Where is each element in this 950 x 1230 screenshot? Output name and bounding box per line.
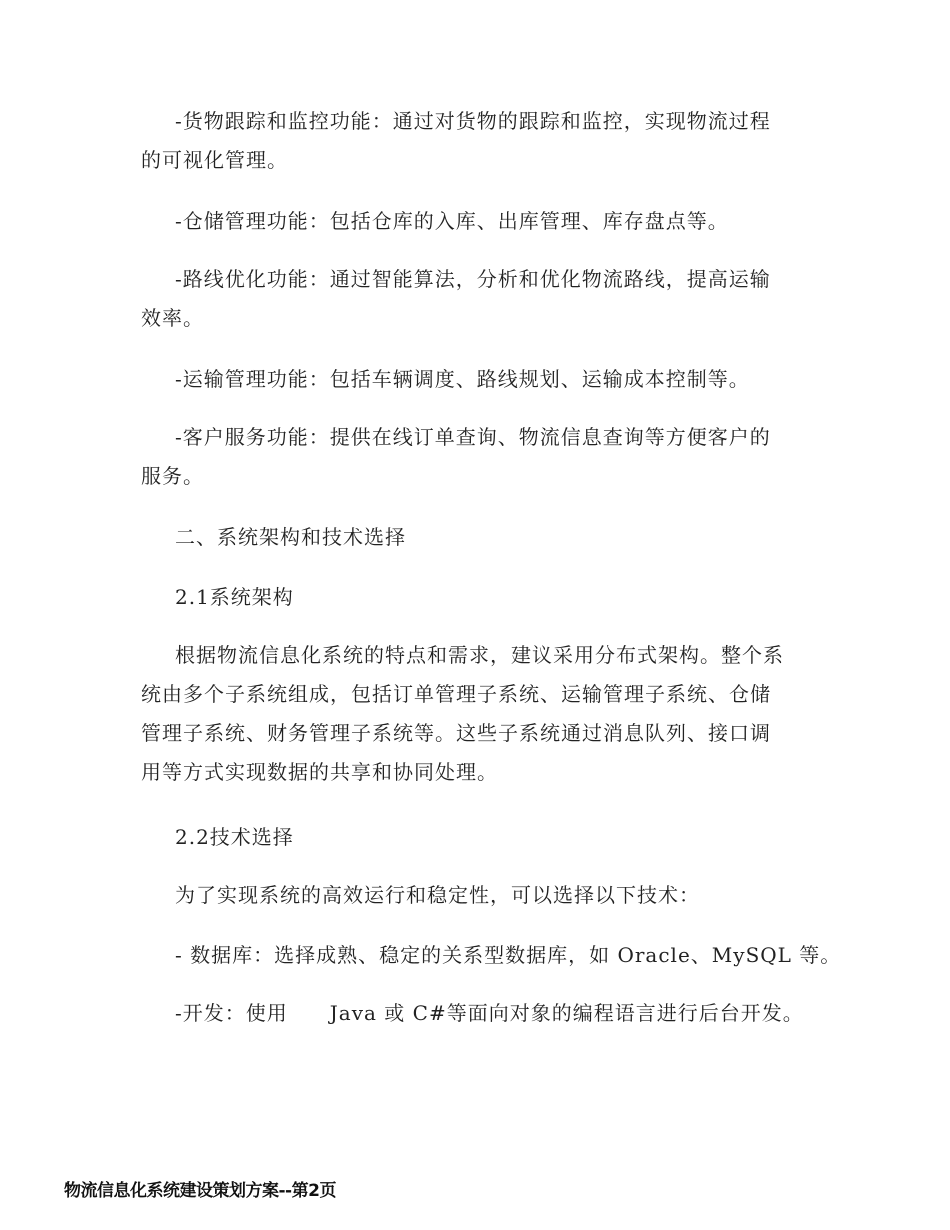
subsection-heading-tech <box>141 818 811 857</box>
text-line: 根据物流信息化系统的特点和需求，建议采用分布式架构。整个系 <box>175 643 784 667</box>
paragraph-transport <box>141 360 811 399</box>
text-line: -货物跟踪和监控功能：通过对货物的跟踪和监控，实现物流过程 <box>175 109 771 133</box>
subsection-heading-architecture <box>141 578 811 617</box>
paragraph-database <box>141 936 842 975</box>
paragraph-warehouse <box>141 202 811 241</box>
text-line: -仓储管理功能：包括仓库的入库、出库管理、库存盘点等。 <box>175 209 729 233</box>
text-line: - 数据库：选择成熟、稳定的关系型数据库，如 Oracle、MySQL 等。 <box>175 943 842 967</box>
paragraph-customer-service <box>141 418 811 496</box>
text-line: 统由多个子系统组成，包括订单管理子系统、运输管理子系统、仓储 <box>141 682 771 706</box>
text-line: -运输管理功能：包括车辆调度、路线规划、运输成本控制等。 <box>175 367 750 391</box>
text-line: 2.2技术选择 <box>175 825 294 849</box>
text-line: -客户服务功能：提供在线订单查询、物流信息查询等方便客户的 <box>175 425 771 449</box>
text-line: 二、系统架构和技术选择 <box>175 525 406 549</box>
text-line: 为了实现系统的高效运行和稳定性，可以选择以下技术： <box>175 883 700 907</box>
paragraph-route-optimization <box>141 260 811 338</box>
section-heading <box>141 518 811 557</box>
paragraph-architecture <box>141 636 811 792</box>
text-line: 管理子系统、财务管理子系统等。这些子系统通过消息队列、接口调 <box>141 721 771 745</box>
text-line: 效率。 <box>141 306 204 330</box>
paragraph-cargo-tracking <box>141 102 811 180</box>
text-line: 服务。 <box>141 464 204 488</box>
text-line: 的可视化管理。 <box>141 148 288 172</box>
text-line: -路线优化功能：通过智能算法，分析和优化物流路线，提高运输 <box>175 267 771 291</box>
page-footer: 物流信息化系统建设策划方案--第2页 <box>64 1181 336 1201</box>
paragraph-tech-intro <box>141 876 811 915</box>
text-line: -开发：使用 Java 或 C#等面向对象的编程语言进行后台开发。 <box>175 1001 804 1025</box>
paragraph-development <box>141 994 811 1033</box>
text-line: 用等方式实现数据的共享和协同处理。 <box>141 760 498 784</box>
text-line: 2.1系统架构 <box>175 585 294 609</box>
